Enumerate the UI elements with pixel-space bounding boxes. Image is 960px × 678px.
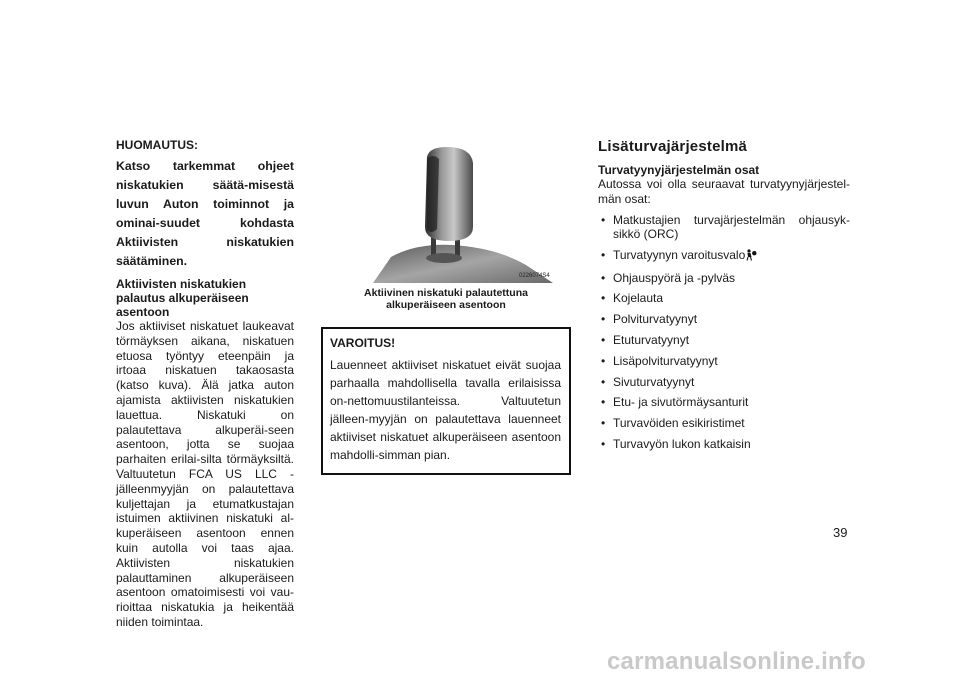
caption-line-1: Aktiivinen niskatuki palautettuna [364, 287, 528, 299]
middle-column [321, 145, 571, 475]
components-intro: Autossa voi olla seuraavat turvatyynyjärjestel-män osat: [598, 177, 850, 206]
warning-box [321, 327, 571, 475]
list-item: • Matkustajien turvajärjestelmän ohjausyk-sikkö (ORC) [601, 212, 850, 242]
watermark: carmanualsonline.info [607, 648, 866, 675]
figure-caption [321, 287, 571, 311]
section-title: Lisäturvajärjestelmä [598, 138, 748, 155]
page-number: 39 [833, 525, 848, 540]
head-restraint-illustration [321, 145, 571, 283]
note-body: Katso tarkemmat ohjeet niskatukien säätä-misestä luvun Auton toiminnot ja ominai-suudet kohdasta Aktiivisten niskatukien säätäminen. [116, 159, 294, 268]
list-item: • Sivuturvatyynyt [601, 374, 695, 389]
list-item: • Kojelauta [601, 291, 664, 306]
list-item: • Lisäpolviturvatyynyt [601, 353, 718, 368]
airbag-warning-icon [746, 249, 757, 265]
list-item: • Ohjauspyörä ja -pylväs [601, 270, 736, 285]
components-subheading: Turvatyynyjärjestelmän osat [598, 163, 760, 177]
right-column [598, 138, 850, 458]
list-item: • Polviturvatyynyt [601, 312, 698, 327]
list-item: • Turvatyynyn varoitusvalo [598, 248, 850, 265]
left-column [116, 137, 294, 630]
reset-subheading: Aktiivisten niskatukien palautus alkuperäiseen asentoon [116, 277, 249, 319]
list-item: • Etuturvatyynyt [601, 333, 690, 348]
figure-code: 0226074S4 [519, 273, 550, 279]
note-title: HUOMAUTUS: [116, 138, 198, 152]
caption-line-2: alkuperäiseen asentoon [386, 299, 506, 311]
head-restraint-photo [321, 145, 571, 283]
list-item: • Etu- ja sivutörmäysanturit [601, 395, 749, 410]
list-item: • Turvavyön lukon katkaisin [601, 437, 751, 452]
reset-paragraph: Jos aktiiviset niskatuet laukeavat törmäyksen aikana, niskatuen etuosa työntyy eteenpäin ja irtoaa niskatuen takaosasta (katso kuva). Älä jatka auton ajamista aktiivisten niskatukien lauettua. Niskatuki on palautettava alkuperäi-seen asentoon, jotta se suojaa parhaiten erilai-silta törmäyksiltä. Valtuutetun FCA US LLC -jälleenmyyjän on palautettava kuljettajan ja etumatkustajan istuimen aktiivinen niskatuki al-kuperäiseen asentoon ennen kuin autolla voi taas ajaa. Aktiivisten niskatukien palauttaminen alkuperäiseen asentoon omatoimisesti voi vau-rioittaa niskatukia ja heikentää niiden toimintaa. [116, 319, 294, 629]
list-item: • Turvavöiden esikiristimet [601, 416, 745, 431]
components-list [598, 213, 850, 452]
warning-title: VAROITUS! [330, 336, 396, 350]
warning-body: Lauenneet aktiiviset niskatuet eivät suojaa parhaalla mahdollisella tavalla erilaisissa on-nettomuustilanteissa. Valtuutetun jälleen-myyjän on palautettava lauenneet aktiiviset niskatuet alkuperäiseen asentoon mahdolli-simman pian. [330, 358, 561, 462]
